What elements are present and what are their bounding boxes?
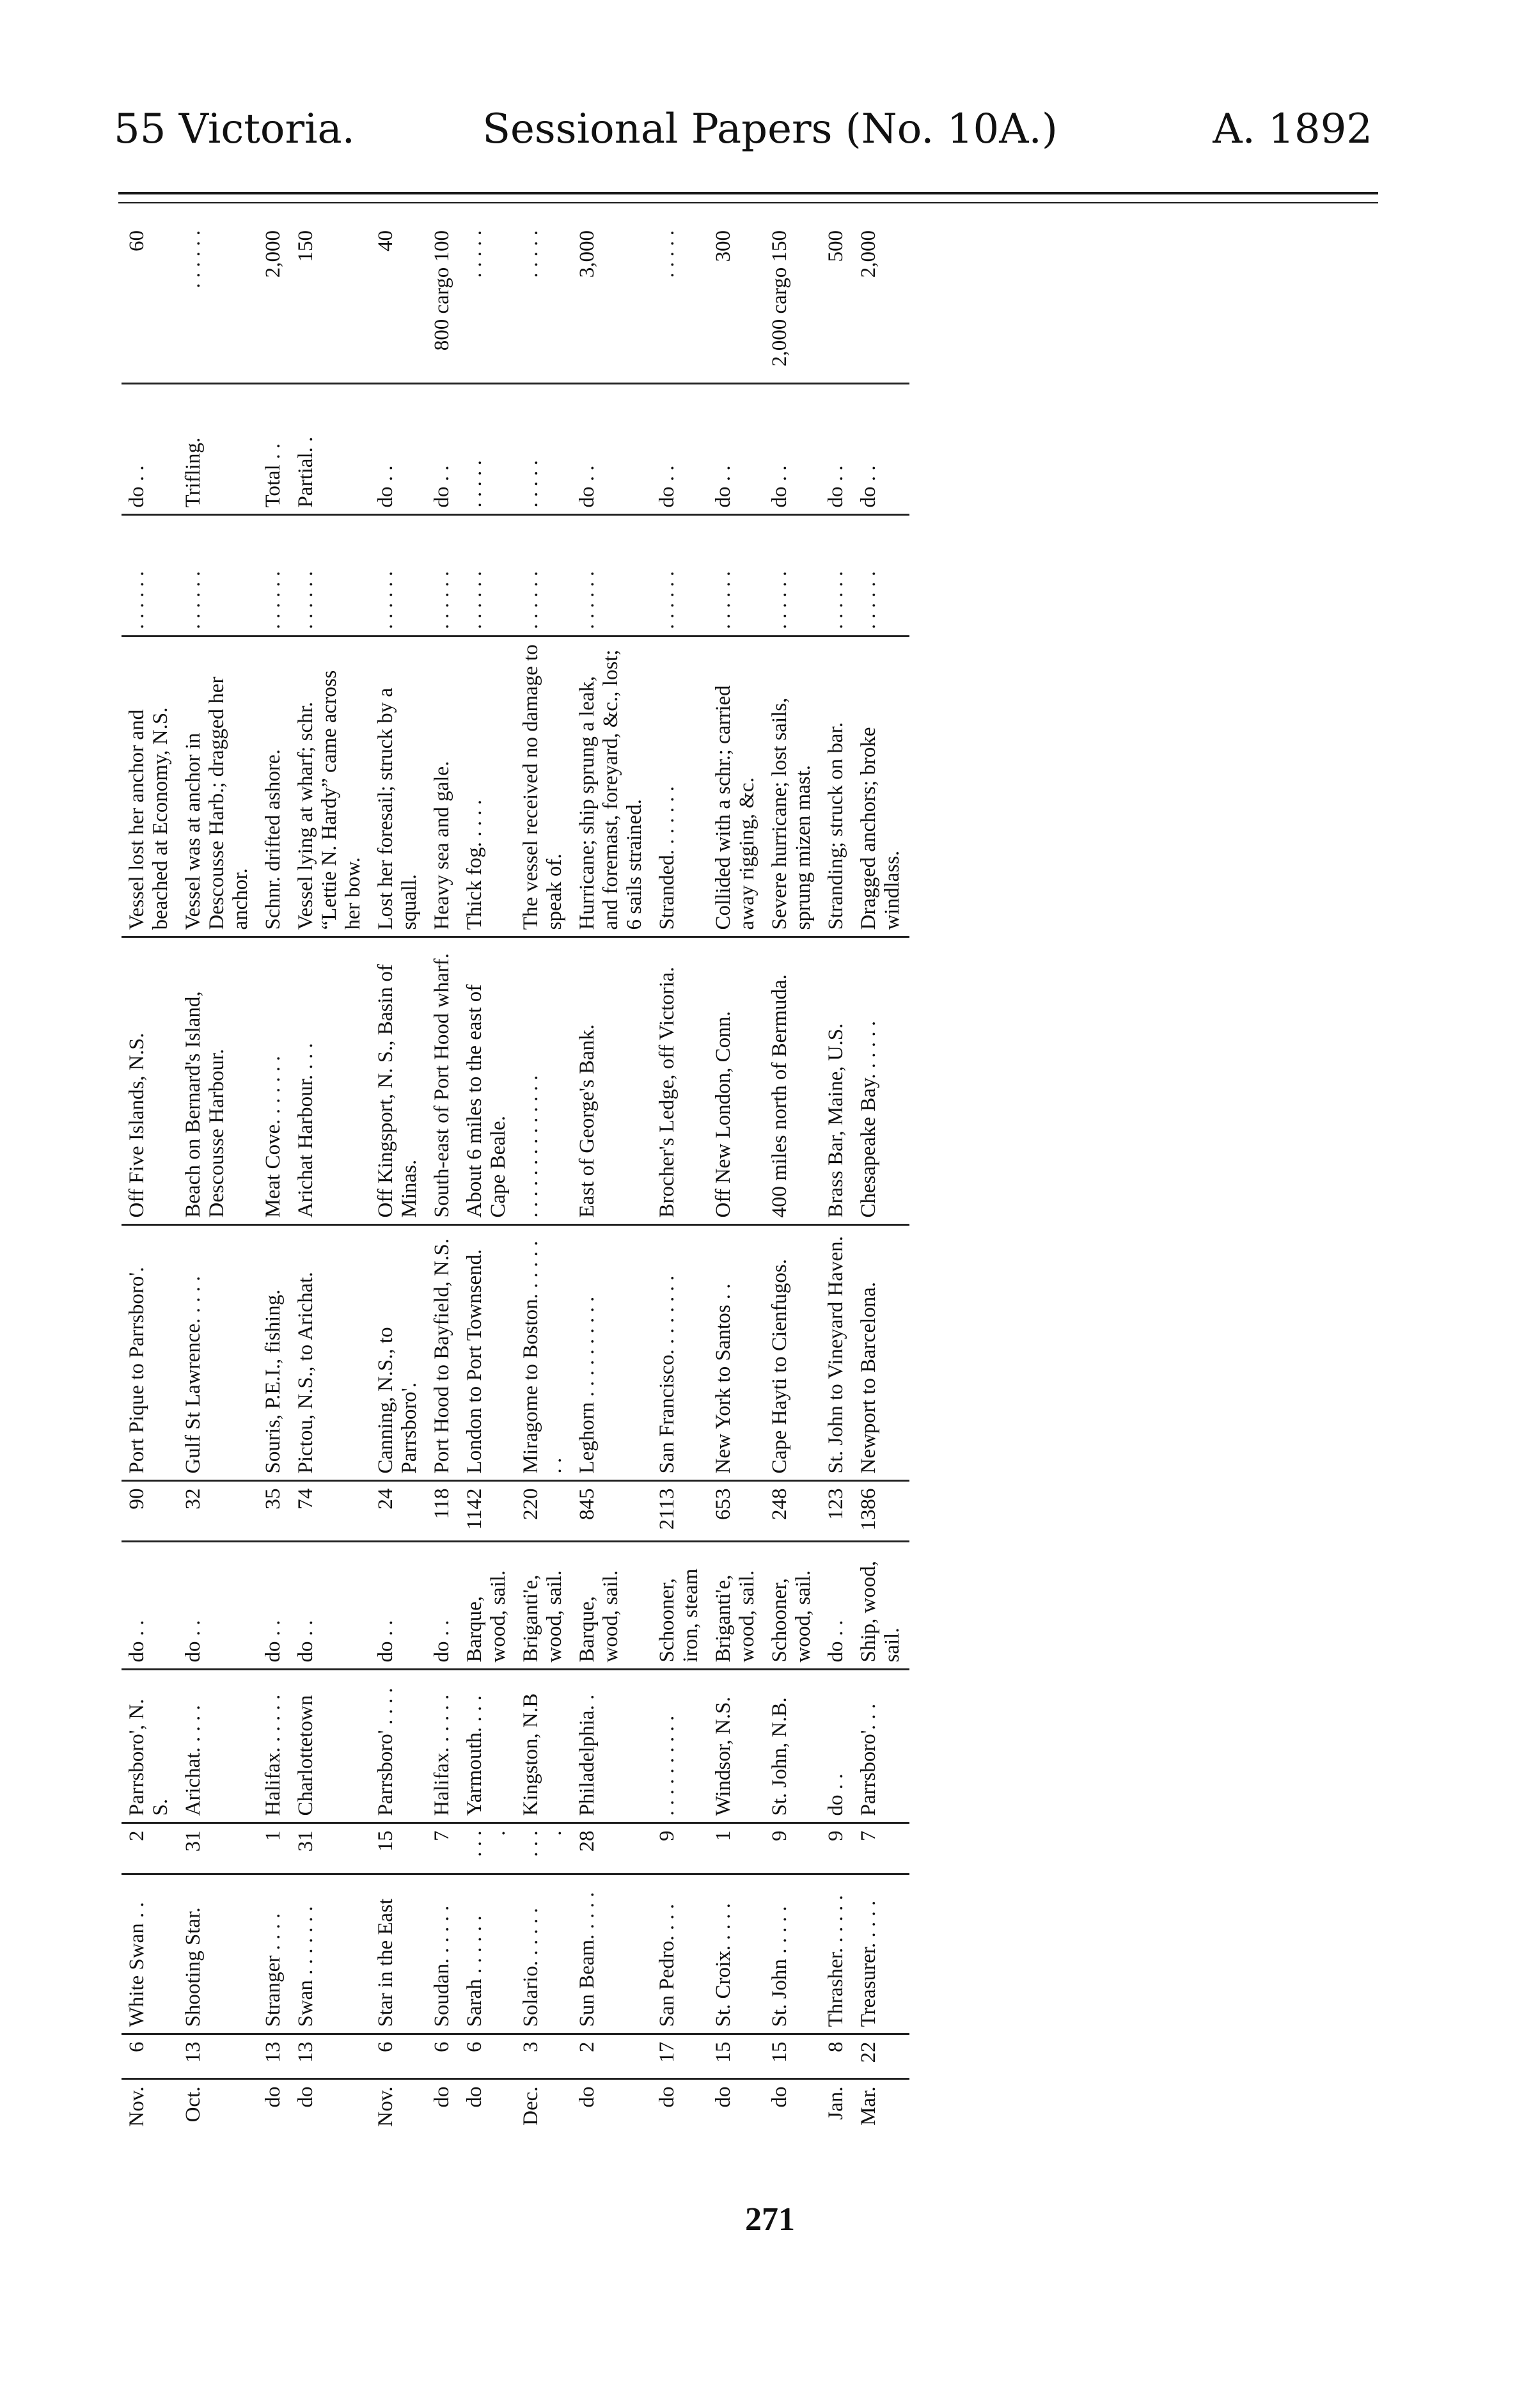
cause-cell: Vessel lost her anchor and beached at Economy, N.S. [122, 637, 178, 937]
table-row [258, 224, 290, 2149]
tonnage-cell: 2113 [652, 1481, 708, 1542]
month-cell: do [768, 2086, 791, 2108]
month-cell: Oct. [182, 2086, 205, 2123]
lives-lost-cell: . . . . . . [178, 515, 258, 637]
tonnage-cell: 74 [290, 1481, 370, 1542]
day-cell: 6 [427, 2034, 459, 2079]
table-row [572, 224, 652, 2149]
vessel-name-cell: Solario. . . . . . [515, 1874, 572, 2034]
day-cell: 6 [122, 2034, 178, 2079]
month-cell: do [656, 2086, 679, 2108]
value-cell: 2,000 [258, 224, 290, 384]
day-cell: 22 [853, 2034, 909, 2079]
cause-cell: Vessel lying at wharf; schr. “Lettie N. Hardy” came across her bow. [290, 637, 370, 937]
tonnage-cell: 24 [370, 1481, 427, 1542]
voyage-cell: Souris, P.E.I., fishing. [258, 1225, 290, 1481]
page-number: 271 [745, 2201, 795, 2238]
crew-cell: 15 [370, 1823, 427, 1874]
crew-cell: 28 [572, 1823, 652, 1874]
crew-cell: 9 [764, 1823, 821, 1874]
tonnage-cell: 35 [258, 1481, 290, 1542]
place-of-casualty-cell: . . . . . . . . . . . . . . [515, 937, 572, 1225]
month-cell: do [712, 2086, 735, 2108]
port-of-registry-cell: Parrsboro'. . . [853, 1670, 909, 1823]
rig-cell: Schooner, iron, steam [652, 1542, 708, 1670]
value-cell: . . . . . . [178, 224, 258, 384]
table-row [122, 224, 178, 2149]
lives-lost-cell: . . . . . . [572, 515, 652, 637]
day-cell: 6 [459, 2034, 515, 2079]
cause-cell: Dragged anchors; broke windlass. [853, 637, 909, 937]
day-cell: 13 [258, 2034, 290, 2079]
header-year: A. 1892 [1213, 106, 1372, 153]
value-cell: 300 [708, 224, 764, 384]
lives-lost-cell: . . . . . . [764, 515, 821, 637]
damage-cell: do . . [764, 384, 821, 515]
place-of-casualty-cell: Arichat Harbour. . . . [290, 937, 370, 1225]
tonnage-cell: 123 [821, 1481, 853, 1542]
tonnage-cell: 220 [515, 1481, 572, 1542]
place-of-casualty-cell: 400 miles north of Bermuda. [764, 937, 821, 1225]
month-cell: Mar. [857, 2086, 880, 2126]
value-cell: 2,000 [853, 224, 909, 384]
voyage-cell: Port Hood to Bayfield, N.S. [427, 1225, 459, 1481]
table-row [821, 224, 853, 2149]
port-of-registry-cell: Kingston, N.B [515, 1670, 572, 1823]
table-row [708, 224, 764, 2149]
damage-cell: do . . [708, 384, 764, 515]
crew-cell: . . . . [515, 1823, 572, 1874]
crew-cell: 9 [821, 1823, 853, 1874]
voyage-cell: London to Port Townsend. [459, 1225, 515, 1481]
lives-lost-cell: . . . . . . [258, 515, 290, 637]
cause-cell: Lost her foresail; struck by a squall. [370, 637, 427, 937]
month-cell: Jan. [824, 2086, 847, 2120]
day-cell: 2 [572, 2034, 652, 2079]
vessel-name-cell: Shooting Star. [178, 1874, 258, 2034]
cause-cell: Stranding; struck on bar. [821, 637, 853, 937]
port-of-registry-cell: Parrsboro', N. S. [122, 1670, 178, 1823]
month-cell: do [262, 2086, 285, 2108]
vessel-name-cell: St. Croix. . . . . [708, 1874, 764, 2034]
damage-cell: . . . . . [459, 384, 515, 515]
port-of-registry-cell: Parrsboro' . . . . [370, 1670, 427, 1823]
damage-cell: do . . [122, 384, 178, 515]
value-cell: 150 [290, 224, 370, 384]
wreck-returns-table [122, 224, 909, 2149]
lives-lost-cell: . . . . . . [427, 515, 459, 637]
day-cell: 17 [652, 2034, 708, 2079]
damage-cell: Partial. . [290, 384, 370, 515]
place-of-casualty-cell: Off New London, Conn. [708, 937, 764, 1225]
table-row [370, 224, 427, 2149]
month-cell: Dec. [519, 2086, 542, 2126]
month-cell: Nov. [374, 2086, 397, 2127]
table-row [764, 224, 821, 2149]
value-cell: 60 [122, 224, 178, 384]
value-cell: . . . . . [459, 224, 515, 384]
port-of-registry-cell: Charlottetown [290, 1670, 370, 1823]
crew-cell: 1 [708, 1823, 764, 1874]
value-cell: 2,000 cargo 150 [764, 224, 821, 384]
voyage-cell: Cape Hayti to Cienfugos. [764, 1225, 821, 1481]
voyage-cell: Canning, N.S., to Parrsboro'. [370, 1225, 427, 1481]
rig-cell: Briganti'e, wood, sail. [515, 1542, 572, 1670]
day-cell: 13 [178, 2034, 258, 2079]
voyage-cell: St. John to Vineyard Haven. [821, 1225, 853, 1481]
month-cell: do [294, 2086, 317, 2108]
top-rule-thin [118, 202, 1378, 203]
rig-cell: Barque, wood, sail. [572, 1542, 652, 1670]
port-of-registry-cell: . . . . . . . . . . [652, 1670, 708, 1823]
rig-cell: do . . [427, 1542, 459, 1670]
voyage-cell: Port Pique to Parrsboro'. [122, 1225, 178, 1481]
lives-lost-cell: . . . . . . [370, 515, 427, 637]
crew-cell: 2 [122, 1823, 178, 1874]
lives-lost-cell: . . . . . . [459, 515, 515, 637]
crew-cell: . . . . [459, 1823, 515, 1874]
lives-lost-cell: . . . . . . [652, 515, 708, 637]
month-cell: do [430, 2086, 453, 2108]
vessel-name-cell: San Pedro. . . . [652, 1874, 708, 2034]
damage-cell: do . . [821, 384, 853, 515]
damage-cell: Trifling. [178, 384, 258, 515]
rig-cell: do . . [290, 1542, 370, 1670]
rig-cell: do . . [122, 1542, 178, 1670]
vessel-name-cell: Swan . . . . . . . [290, 1874, 370, 2034]
table-row [515, 224, 572, 2149]
vessel-name-cell: Star in the East [370, 1874, 427, 2034]
month-cell: do [463, 2086, 486, 2108]
place-of-casualty-cell: Brocher's Ledge, off Victoria. [652, 937, 708, 1225]
cause-cell: Severe hurricane; lost sails, sprung mizen mast. [764, 637, 821, 937]
place-of-casualty-cell: East of George's Bank. [572, 937, 652, 1225]
place-of-casualty-cell: Beach on Bernard's Island, Descousse Harbour. [178, 937, 258, 1225]
table-row [178, 224, 258, 2149]
place-of-casualty-cell: Meat Cove. . . . . . . [258, 937, 290, 1225]
place-of-casualty-cell: Chesapeake Bay. . . . . . [853, 937, 909, 1225]
lives-lost-cell: . . . . . . [821, 515, 853, 637]
day-cell: 15 [764, 2034, 821, 2079]
table-row [427, 224, 459, 2149]
cause-cell: The vessel received no damage to speak of. [515, 637, 572, 937]
port-of-registry-cell: Arichat. . . . . [178, 1670, 258, 1823]
cause-cell: Stranded. . . . . . . [652, 637, 708, 937]
rig-cell: do . . [370, 1542, 427, 1670]
damage-cell: . . . . . [515, 384, 572, 515]
damage-cell: do . . [572, 384, 652, 515]
lives-lost-cell: . . . . . . [853, 515, 909, 637]
damage-cell: do . . [853, 384, 909, 515]
vessel-name-cell: St. John . . . . . [764, 1874, 821, 2034]
place-of-casualty-cell: Off Kingsport, N. S., Basin of Minas. [370, 937, 427, 1225]
port-of-registry-cell: Windsor, N.S. [708, 1670, 764, 1823]
tonnage-cell: 118 [427, 1481, 459, 1542]
rig-cell: do . . [178, 1542, 258, 1670]
crew-cell: 31 [178, 1823, 258, 1874]
voyage-cell: New York to Santos . . [708, 1225, 764, 1481]
port-of-registry-cell: Halifax. . . . . . [427, 1670, 459, 1823]
header-title: Sessional Papers (No. 10A.) [482, 106, 1058, 153]
day-cell: 6 [370, 2034, 427, 2079]
damage-cell: Total . . [258, 384, 290, 515]
rig-cell: Barque, wood, sail. [459, 1542, 515, 1670]
day-cell: 3 [515, 2034, 572, 2079]
crew-cell: 1 [258, 1823, 290, 1874]
vessel-name-cell: Sun Beam. . . . . [572, 1874, 652, 2034]
lives-lost-cell: . . . . . . [290, 515, 370, 637]
value-cell: 800 cargo 100 [427, 224, 459, 384]
tonnage-cell: 845 [572, 1481, 652, 1542]
lives-lost-cell: . . . . . . [515, 515, 572, 637]
tonnage-cell: 90 [122, 1481, 178, 1542]
place-of-casualty-cell: About 6 miles to the east of Cape Beale. [459, 937, 515, 1225]
top-rule-thick [118, 192, 1378, 194]
damage-cell: do . . [652, 384, 708, 515]
voyage-cell: Miragome to Boston. . . . . . . . [515, 1225, 572, 1481]
port-of-registry-cell: Halifax. . . . . . [258, 1670, 290, 1823]
rotated-table [122, 224, 1375, 2149]
value-cell: 500 [821, 224, 853, 384]
day-cell: 15 [708, 2034, 764, 2079]
wreck-table-region [122, 224, 1375, 2149]
port-of-registry-cell: St. John, N.B. [764, 1670, 821, 1823]
table-row [853, 224, 909, 2149]
tonnage-cell: 32 [178, 1481, 258, 1542]
tonnage-cell: 248 [764, 1481, 821, 1542]
port-of-registry-cell: do . . [821, 1670, 853, 1823]
header-volume: 55 Victoria. [114, 106, 355, 153]
cause-cell: Schnr. drifted ashore. [258, 637, 290, 937]
tonnage-cell: 1142 [459, 1481, 515, 1542]
cause-cell: Thick fog. . . . . [459, 637, 515, 937]
lives-lost-cell: . . . . . . [122, 515, 178, 637]
place-of-casualty-cell: South-east of Port Hood wharf. [427, 937, 459, 1225]
crew-cell: 7 [427, 1823, 459, 1874]
month-cell: do [576, 2086, 599, 2108]
vessel-name-cell: Soudan. . . . . . [427, 1874, 459, 2034]
rig-cell: Briganti'e, wood, sail. [708, 1542, 764, 1670]
value-cell: 3,000 [572, 224, 652, 384]
rig-cell: do . . [258, 1542, 290, 1670]
table-row [459, 224, 515, 2149]
damage-cell: do . . [427, 384, 459, 515]
cause-cell: Hurricane; ship sprung a leak, and foremast, foreyard, &c., lost; 6 sails strained. [572, 637, 652, 937]
table-row [290, 224, 370, 2149]
vessel-name-cell: Treasurer. . . . . [853, 1874, 909, 2034]
cause-cell: Heavy sea and gale. [427, 637, 459, 937]
cause-cell: Collided with a schr.; carried away rigging, &c. [708, 637, 764, 937]
rig-cell: do . . [821, 1542, 853, 1670]
value-cell: . . . . . [515, 224, 572, 384]
day-cell: 8 [821, 2034, 853, 2079]
value-cell: . . . . . [652, 224, 708, 384]
table-row [652, 224, 708, 2149]
tonnage-cell: 1386 [853, 1481, 909, 1542]
port-of-registry-cell: Yarmouth. . . . [459, 1670, 515, 1823]
voyage-cell: Leghorn . . . . . . . . . . [572, 1225, 652, 1481]
vessel-name-cell: Thrasher. . . . . . [821, 1874, 853, 2034]
tonnage-cell: 653 [708, 1481, 764, 1542]
port-of-registry-cell: Philadelphia. . [572, 1670, 652, 1823]
voyage-cell: Pictou, N.S., to Arichat. [290, 1225, 370, 1481]
damage-cell: do . . [370, 384, 427, 515]
cause-cell: Vessel was at anchor in Descousse Harb.; dragged her anchor. [178, 637, 258, 937]
day-cell: 13 [290, 2034, 370, 2079]
value-cell: 40 [370, 224, 427, 384]
place-of-casualty-cell: Brass Bar, Maine, U.S. [821, 937, 853, 1225]
place-of-casualty-cell: Off Five Islands, N.S. [122, 937, 178, 1225]
rig-cell: Ship, wood, sail. [853, 1542, 909, 1670]
voyage-cell: San Francisco. . . . . . . . [652, 1225, 708, 1481]
voyage-cell: Gulf St Lawrence. . . . . [178, 1225, 258, 1481]
month-cell: Nov. [125, 2086, 148, 2127]
vessel-name-cell: Sarah . . . . . . [459, 1874, 515, 2034]
voyage-cell: Newport to Barcelona. [853, 1225, 909, 1481]
vessel-name-cell: Stranger . . . . [258, 1874, 290, 2034]
rig-cell: Schooner, wood, sail. [764, 1542, 821, 1670]
lives-lost-cell: . . . . . . [708, 515, 764, 637]
crew-cell: 7 [853, 1823, 909, 1874]
crew-cell: 9 [652, 1823, 708, 1874]
vessel-name-cell: White Swan . . [122, 1874, 178, 2034]
crew-cell: 31 [290, 1823, 370, 1874]
